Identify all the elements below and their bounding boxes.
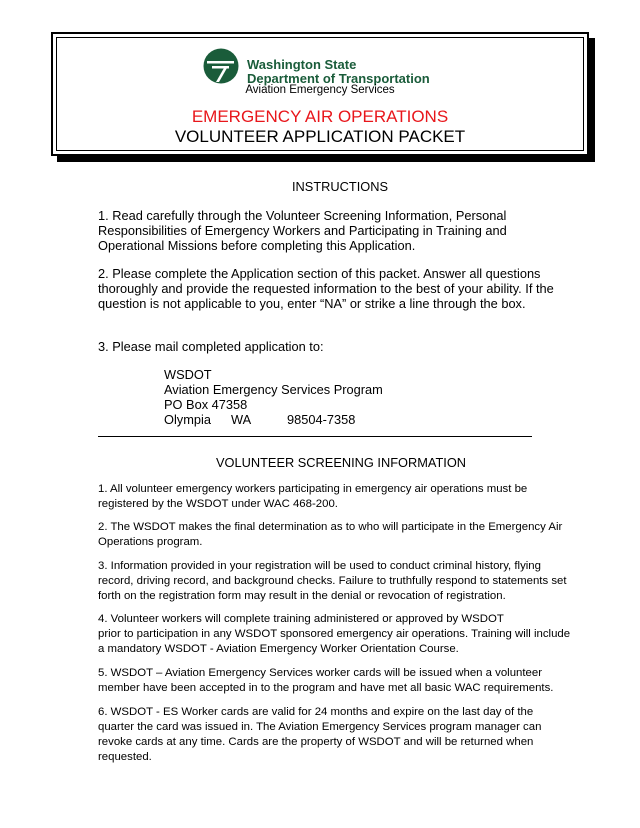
screening-heading: VOLUNTEER SCREENING INFORMATION bbox=[216, 455, 467, 470]
instructions-heading: INSTRUCTIONS bbox=[292, 179, 388, 194]
screening-item-6-line-2: quarter the card was issued in. The Aviation Emergency Services program manager can bbox=[98, 721, 542, 733]
instruction-item-1-line-3: Operational Missions before completing this Application. bbox=[98, 238, 416, 253]
screening-item-2-line-1: 2. The WSDOT makes the final determination as to who will participate in the Emergency Air bbox=[98, 521, 563, 533]
header-box bbox=[51, 32, 589, 156]
screening-item-4-line-1: 4. Volunteer workers will complete training administered or approved by WSDOT bbox=[98, 613, 504, 625]
screening-item-1-line-2: registered by the WSDOT under WAC 468-200. bbox=[98, 498, 338, 510]
address-city: Olympia bbox=[164, 412, 211, 427]
address-zip: 98504-7358 bbox=[287, 412, 356, 427]
screening-item-2-line-2: Operations program. bbox=[98, 536, 203, 548]
address-state: WA bbox=[231, 412, 252, 427]
screening-item-1-line-1: 1. All volunteer emergency workers participating in emergency air operations must be bbox=[98, 483, 528, 495]
screening-item-3-line-3: forth on the registration form may result in the denial or revocation of registration. bbox=[98, 590, 506, 602]
screening-item-4-line-3: a mandatory WSDOT - Aviation Emergency Worker Orientation Course. bbox=[98, 643, 459, 655]
address-line-2: Aviation Emergency Services Program bbox=[164, 382, 383, 397]
aviation-emergency-services-label: Aviation Emergency Services bbox=[245, 84, 395, 96]
instruction-item-2-line-1: 2. Please complete the Application section of this packet. Answer all questions bbox=[98, 266, 541, 281]
instruction-item-1-line-1: 1. Read carefully through the Volunteer Screening Information, Personal bbox=[98, 208, 507, 223]
screening-item-4-line-2: prior to participation in any WSDOT sponsored emergency air operations. Training will include bbox=[98, 628, 571, 640]
screening-item-6-line-3: revoke cards at any time. Cards are the property of WSDOT and will be returned when bbox=[98, 736, 534, 748]
wsdot-logo bbox=[203, 48, 443, 88]
screening-item-6-line-1: 6. WSDOT - ES Worker cards are valid for 24 months and expire on the last day of the bbox=[98, 706, 534, 718]
title-volunteer-application-packet: VOLUNTEER APPLICATION PACKET bbox=[174, 127, 466, 146]
screening-item-3-line-2: record, driving record, and background checks. Failure to truthfully respond to statements set bbox=[98, 575, 567, 587]
address-line-1: WSDOT bbox=[164, 367, 212, 382]
screening-item-5-line-2: member have been accepted in to the program and have met all basic WAC requirements. bbox=[98, 682, 554, 694]
section-divider bbox=[98, 436, 532, 437]
address-line-3: PO Box 47358 bbox=[164, 397, 248, 412]
logo-line1: Washington State bbox=[247, 57, 357, 72]
instruction-item-3: 3. Please mail completed application to: bbox=[98, 339, 324, 354]
screening-item-6-line-4: requested. bbox=[98, 751, 152, 763]
screening-item-3-line-1: 3. Information provided in your registration will be used to conduct criminal history, flying bbox=[98, 560, 541, 572]
wsdot-logo-icon bbox=[203, 48, 239, 84]
title-emergency-air-operations: EMERGENCY AIR OPERATIONS bbox=[191, 107, 449, 126]
instruction-item-2-line-2: thoroughly and provide the requested information to the best of your ability. If the bbox=[98, 281, 554, 296]
instruction-item-1-line-2: Responsibilities of Emergency Workers and Participating in Training and bbox=[98, 223, 507, 238]
screening-item-5-line-1: 5. WSDOT – Aviation Emergency Services worker cards will be issued when a volunteer bbox=[98, 667, 543, 679]
instruction-item-2-line-3: question is not applicable to you, enter “NA” or strike a line through the box. bbox=[98, 296, 526, 311]
logo-line2: Department of Transportation bbox=[247, 71, 430, 86]
